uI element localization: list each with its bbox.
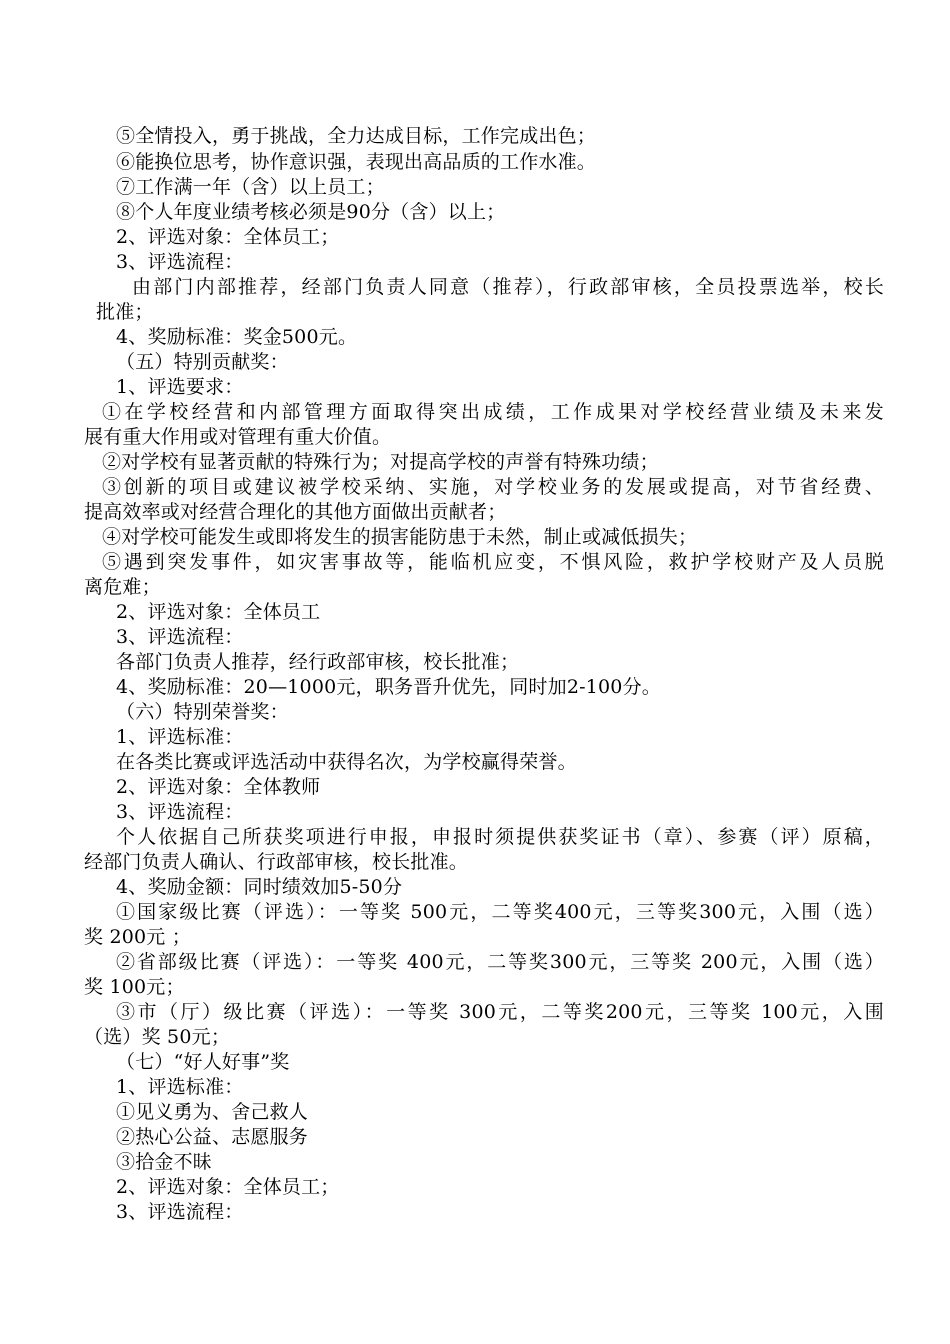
text-line: ⑧个人年度业绩考核必须是90分（含）以上； [116, 201, 506, 223]
text-line: 1、评选标准： [116, 726, 244, 748]
text-line: 离危难； [84, 576, 161, 598]
text-line: 个人依据自己所获奖项进行申报，申报时须提供获奖证书（章）、参赛（评）原稿， [116, 826, 884, 848]
text-line: 2、评选对象：全体教师 [116, 776, 321, 798]
text-line: 经部门负责人确认、行政部审核，校长批准。 [84, 851, 469, 873]
section-heading: （七）“好人好事”奖 [116, 1051, 290, 1073]
text-line: 2、评选对象：全体员工 [116, 601, 321, 623]
text-line: 批准； [96, 301, 154, 323]
text-line: 3、评选流程： [116, 1201, 244, 1223]
text-line: ⑥能换位思考，协作意识强，表现出高品质的工作水准。 [116, 151, 597, 173]
text-line: 3、评选流程： [116, 626, 244, 648]
section-heading: （五）特别贡献奖： [116, 351, 289, 373]
text-line: 4、奖励标准：奖金500元。 [116, 326, 358, 348]
text-line: 3、评选流程： [116, 801, 244, 823]
text-line: ②对学校有显著贡献的特殊行为；对提高学校的声誉有特殊功绩； [102, 451, 659, 473]
text-line: 2、评选对象：全体员工； [116, 1176, 340, 1198]
text-line: ②省部级比赛（评选）：一等奖 400元，二等奖300元，三等奖 200元，入围（选） [116, 951, 884, 973]
text-line: ①在学校经营和内部管理方面取得突出成绩，工作成果对学校经营业绩及未来发 [102, 401, 884, 423]
text-line: 3、评选流程： [116, 251, 244, 273]
text-line: ⑤全情投入，勇于挑战，全力达成目标，工作完成出色； [116, 125, 597, 147]
text-line: 各部门负责人推荐，经行政部审核，校长批准； [116, 651, 520, 673]
text-line: ②热心公益、志愿服务 [116, 1126, 309, 1148]
text-line: ④对学校可能发生或即将发生的损害能防患于未然，制止或减低损失； [102, 526, 698, 548]
text-line: ③创新的项目或建议被学校采纳、实施，对学校业务的发展或提高，对节省经费、 [102, 476, 884, 498]
text-line: 提高效率或对经营合理化的其他方面做出贡献者； [84, 501, 507, 523]
section-heading: （六）特别荣誉奖： [116, 701, 289, 723]
text-line: ⑦工作满一年（含）以上员工； [116, 176, 385, 198]
text-line: 展有重大作用或对管理有重大价值。 [84, 426, 392, 448]
text-line: 4、奖励金额：同时绩效加5-50分 [116, 876, 403, 898]
text-line: ③市（厅）级比赛（评选）：一等奖 300元，二等奖200元，三等奖 100元，入围 [116, 1001, 884, 1023]
text-line: ⑤遇到突发事件，如灾害事故等，能临机应变，不惧风险，救护学校财产及人员脱 [102, 551, 884, 573]
text-line: 奖 100元； [84, 976, 185, 998]
text-line: 由部门内部推荐，经部门负责人同意（推荐），行政部审核，全员投票选举，校长 [132, 276, 884, 298]
text-line: 1、评选要求： [116, 376, 244, 398]
text-line: 4、奖励标准：20—1000元，职务晋升优先，同时加2-100分。 [116, 676, 661, 698]
text-line: 1、评选标准： [116, 1076, 244, 1098]
text-line: 2、评选对象：全体员工； [116, 226, 340, 248]
text-line: ①见义勇为、舍己救人 [116, 1101, 309, 1123]
text-line: 在各类比赛或评选活动中获得名次，为学校赢得荣誉。 [116, 751, 577, 773]
text-line: 奖 200元 ； [84, 926, 191, 948]
text-line: （选）奖 50元； [84, 1026, 231, 1048]
text-line: ①国家级比赛（评选）：一等奖 500元，二等奖400元，三等奖300元，入围（选） [116, 901, 884, 923]
text-line: ③拾金不昧 [116, 1151, 213, 1173]
